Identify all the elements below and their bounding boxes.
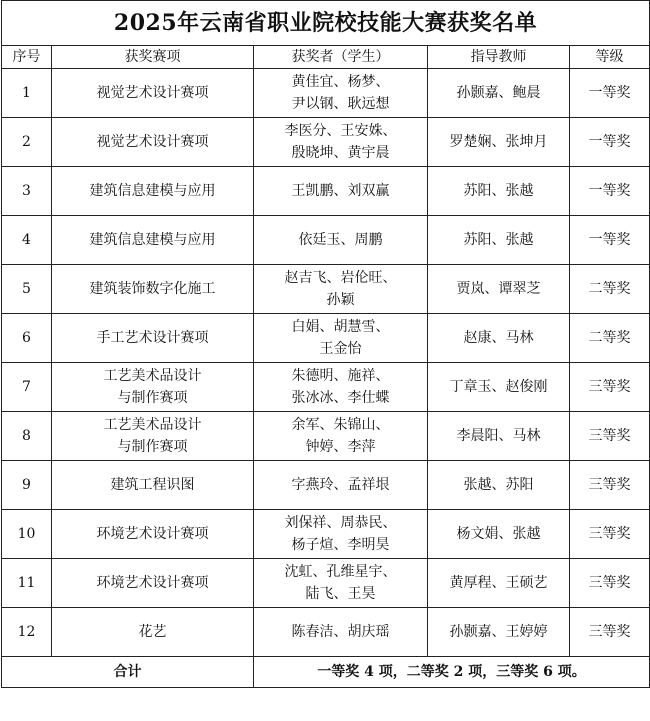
cell-level: 二等奖	[570, 265, 650, 314]
cell-level: 二等奖	[570, 314, 650, 363]
cell-students-line: 尹以钢、耿远想	[291, 96, 390, 112]
cell-students	[254, 69, 428, 118]
header-row	[2, 46, 650, 69]
cell-teachers: 李晨阳、马林	[428, 412, 570, 461]
cell-teachers: 孙颢嘉、王婷婷	[428, 608, 570, 657]
table-row	[2, 412, 650, 461]
cell-students	[254, 118, 428, 167]
header-teachers: 指导教师	[428, 46, 570, 69]
cell-event	[52, 559, 254, 608]
header-event: 获奖赛项	[52, 46, 254, 69]
cell-students-line: 王凯鹏、刘双赢	[291, 183, 390, 199]
cell-no: 3	[2, 167, 52, 216]
table-row	[2, 69, 650, 118]
cell-event-line: 环境艺术设计赛项	[96, 526, 209, 542]
cell-no: 8	[2, 412, 52, 461]
cell-level: 三等奖	[570, 510, 650, 559]
cell-students	[254, 363, 428, 412]
award-table	[1, 0, 650, 688]
header-no: 序号	[2, 46, 52, 69]
cell-event	[52, 118, 254, 167]
cell-students-line: 赵吉飞、岩伦旺、	[284, 270, 397, 286]
table-row	[2, 510, 650, 559]
cell-no: 1	[2, 69, 52, 118]
cell-students-line: 黄佳宜、杨梦、	[291, 74, 390, 90]
cell-students	[254, 510, 428, 559]
cell-no: 11	[2, 559, 52, 608]
cell-event	[52, 461, 254, 510]
cell-event-line: 花艺	[138, 624, 167, 640]
cell-students-line: 张冰冰、李仕蝶	[291, 390, 390, 406]
table-row	[2, 216, 650, 265]
total-label: 合计	[2, 657, 254, 688]
cell-students	[254, 216, 428, 265]
cell-students-line: 李医分、王安姝、	[284, 123, 397, 139]
cell-students	[254, 608, 428, 657]
cell-event-line: 建筑工程识图	[110, 477, 195, 493]
cell-level: 三等奖	[570, 608, 650, 657]
table-row	[2, 608, 650, 657]
cell-event	[52, 216, 254, 265]
cell-event	[52, 167, 254, 216]
cell-teachers: 孙颢嘉、鲍晨	[428, 69, 570, 118]
cell-event-line: 建筑信息建模与应用	[89, 232, 216, 248]
cell-students-line: 字燕玲、孟祥垠	[291, 477, 390, 493]
cell-no: 5	[2, 265, 52, 314]
cell-event-line: 与制作赛项	[117, 390, 188, 406]
cell-level: 一等奖	[570, 118, 650, 167]
cell-teachers: 罗楚娴、张坤月	[428, 118, 570, 167]
cell-event	[52, 363, 254, 412]
cell-no: 7	[2, 363, 52, 412]
cell-event	[52, 510, 254, 559]
cell-teachers: 杨文娟、张越	[428, 510, 570, 559]
total-summary: 一等奖 4 项，二等奖 2 项，三等奖 6 项。	[254, 657, 650, 688]
cell-students-line: 殷晓坤、黄宇晨	[291, 145, 390, 161]
cell-event-line: 工艺美术品设计	[103, 368, 202, 384]
cell-event	[52, 265, 254, 314]
cell-level: 一等奖	[570, 167, 650, 216]
cell-event-line: 建筑装饰数字化施工	[89, 281, 216, 297]
cell-students-line: 王金怡	[319, 341, 362, 357]
cell-no: 9	[2, 461, 52, 510]
cell-students-line: 刘保祥、周恭民、	[284, 515, 397, 531]
cell-no: 10	[2, 510, 52, 559]
cell-level: 一等奖	[570, 69, 650, 118]
table-row	[2, 363, 650, 412]
cell-students-line: 陈春洁、胡庆瑶	[291, 624, 390, 640]
cell-event-line: 与制作赛项	[117, 439, 188, 455]
cell-students	[254, 167, 428, 216]
cell-students-line: 杨子煊、李明昊	[291, 537, 390, 553]
cell-event	[52, 608, 254, 657]
cell-teachers: 黄厚程、王硕艺	[428, 559, 570, 608]
cell-level: 三等奖	[570, 461, 650, 510]
cell-level: 三等奖	[570, 412, 650, 461]
cell-level: 三等奖	[570, 559, 650, 608]
cell-no: 4	[2, 216, 52, 265]
cell-students-line: 陆飞、王昊	[305, 586, 376, 602]
cell-level: 一等奖	[570, 216, 650, 265]
cell-no: 6	[2, 314, 52, 363]
cell-students	[254, 461, 428, 510]
cell-teachers: 赵康、马林	[428, 314, 570, 363]
cell-event-line: 建筑信息建模与应用	[89, 183, 216, 199]
cell-students-line: 朱德明、施祥、	[291, 368, 390, 384]
header-level: 等级	[570, 46, 650, 69]
cell-students-line: 依廷玉、周鹏	[298, 232, 383, 248]
cell-teachers: 苏阳、张越	[428, 216, 570, 265]
cell-event-line: 工艺美术品设计	[103, 417, 202, 433]
table-row	[2, 265, 650, 314]
cell-teachers: 贾岚、谭翠芝	[428, 265, 570, 314]
cell-students-line: 白娟、胡慧雪、	[291, 319, 390, 335]
cell-level: 三等奖	[570, 363, 650, 412]
cell-students-line: 余军、朱锦山、	[291, 417, 390, 433]
cell-teachers: 苏阳、张越	[428, 167, 570, 216]
cell-event-line: 视觉艺术设计赛项	[96, 85, 209, 101]
cell-students	[254, 559, 428, 608]
table-row	[2, 461, 650, 510]
cell-students-line: 钟婷、李萍	[305, 439, 376, 455]
table-row	[2, 314, 650, 363]
cell-event-line: 环境艺术设计赛项	[96, 575, 209, 591]
cell-teachers: 丁章玉、赵俊刚	[428, 363, 570, 412]
header-students: 获奖者（学生）	[254, 46, 428, 69]
table-title: 2025年云南省职业院校技能大赛获奖名单	[2, 1, 650, 46]
cell-students	[254, 265, 428, 314]
cell-no: 12	[2, 608, 52, 657]
total-row	[2, 657, 650, 688]
cell-event	[52, 412, 254, 461]
table-row	[2, 118, 650, 167]
cell-students	[254, 314, 428, 363]
cell-no: 2	[2, 118, 52, 167]
cell-event	[52, 314, 254, 363]
table-row	[2, 167, 650, 216]
cell-students	[254, 412, 428, 461]
cell-students-line: 沈虹、孔维星宇、	[284, 564, 397, 580]
table-row	[2, 559, 650, 608]
cell-event-line: 手工艺术设计赛项	[96, 330, 209, 346]
cell-students-line: 孙颖	[326, 292, 355, 308]
cell-event-line: 视觉艺术设计赛项	[96, 134, 209, 150]
cell-event	[52, 69, 254, 118]
cell-teachers: 张越、苏阳	[428, 461, 570, 510]
